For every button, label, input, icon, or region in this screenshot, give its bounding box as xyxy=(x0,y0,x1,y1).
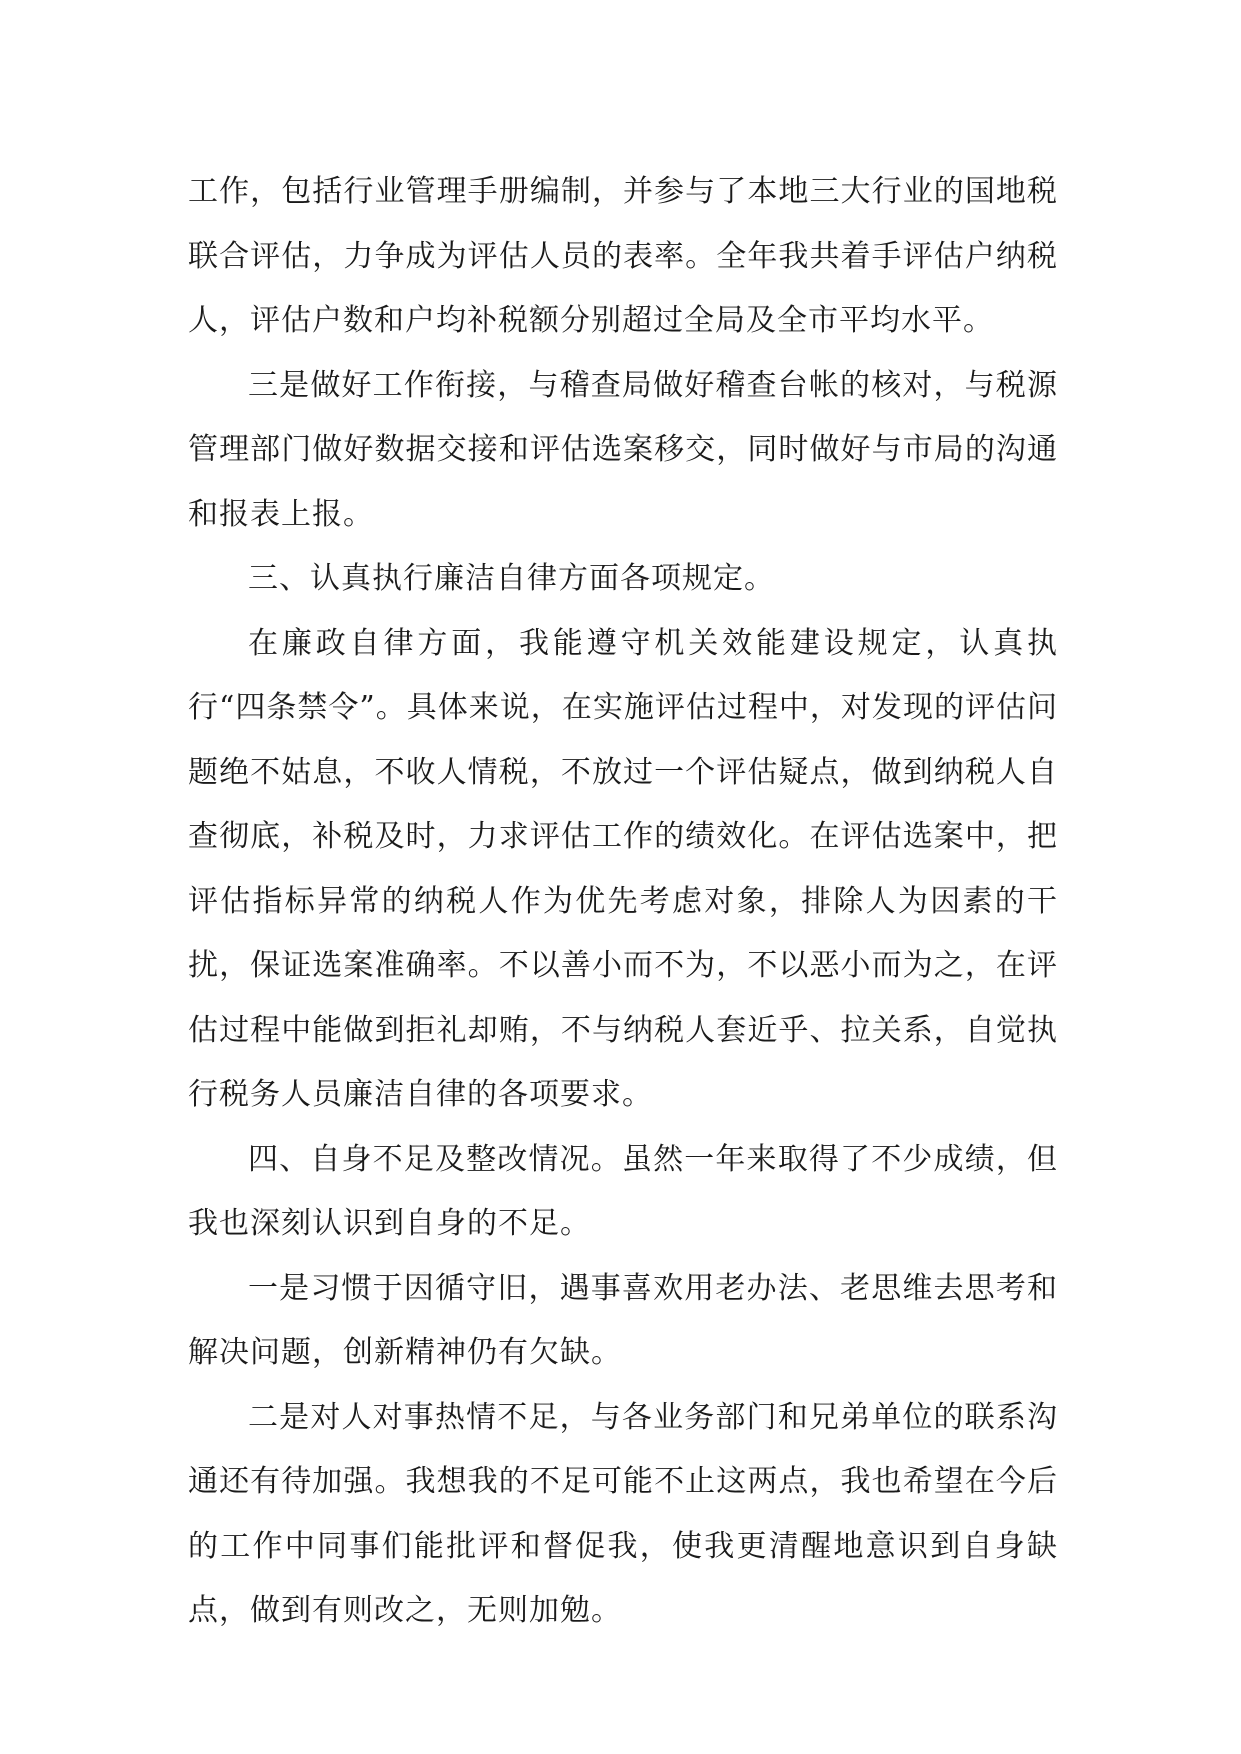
document-body xyxy=(188,160,1058,1644)
paragraph-shortcoming-two: 二是对人对事热情不足，与各业务部门和兄弟单位的联系沟通还有待加强。我想我的不足可能不止这两点，我也希望在今后的工作中同事们能批评和督促我，使我更清醒地意识到自身缺点，做到有则改之，无则加勉。 xyxy=(188,1399,1058,1628)
paragraph-integrity-details: 在廉政自律方面，我能遵守机关效能建设规定，认真执行“四条禁令”。具体来说，在实施评估过程中，对发现的评估问题绝不姑息，不收人情税，不放过一个评估疑点，做到纳税人自查彻底，补税及时，力求评估工作的绩效化。在评估选案中，把评估指标异常的纳税人作为优先考虑对象，排除人为因素的干扰，保证选案准确率。不以善小而不为，不以恶小而为之，在评估过程中能做到拒礼却贿，不与纳税人套近乎、拉关系，自觉执行税务人员廉洁自律的各项要求。 xyxy=(188,625,1058,1112)
section-heading-shortcomings: 四、自身不足及整改情况。虽然一年来取得了不少成绩，但我也深刻认识到自身的不足。 xyxy=(188,1141,1058,1241)
section-heading-integrity: 三、认真执行廉洁自律方面各项规定。 xyxy=(248,561,775,596)
paragraph-continuation: 工作，包括行业管理手册编制，并参与了本地三大行业的国地税联合评估，力争成为评估人员的表率。全年我共着手评估户纳税人，评估户数和户均补税额分别超过全局及全市平均水平。 xyxy=(188,174,1058,338)
paragraph-work-handover: 三是做好工作衔接，与稽查局做好稽查台帐的核对，与税源管理部门做好数据交接和评估选案移交，同时做好与市局的沟通和报表上报。 xyxy=(188,367,1058,532)
paragraph-shortcoming-one: 一是习惯于因循守旧，遇事喜欢用老办法、老思维去思考和解决问题，创新精神仍有欠缺。 xyxy=(188,1270,1058,1370)
